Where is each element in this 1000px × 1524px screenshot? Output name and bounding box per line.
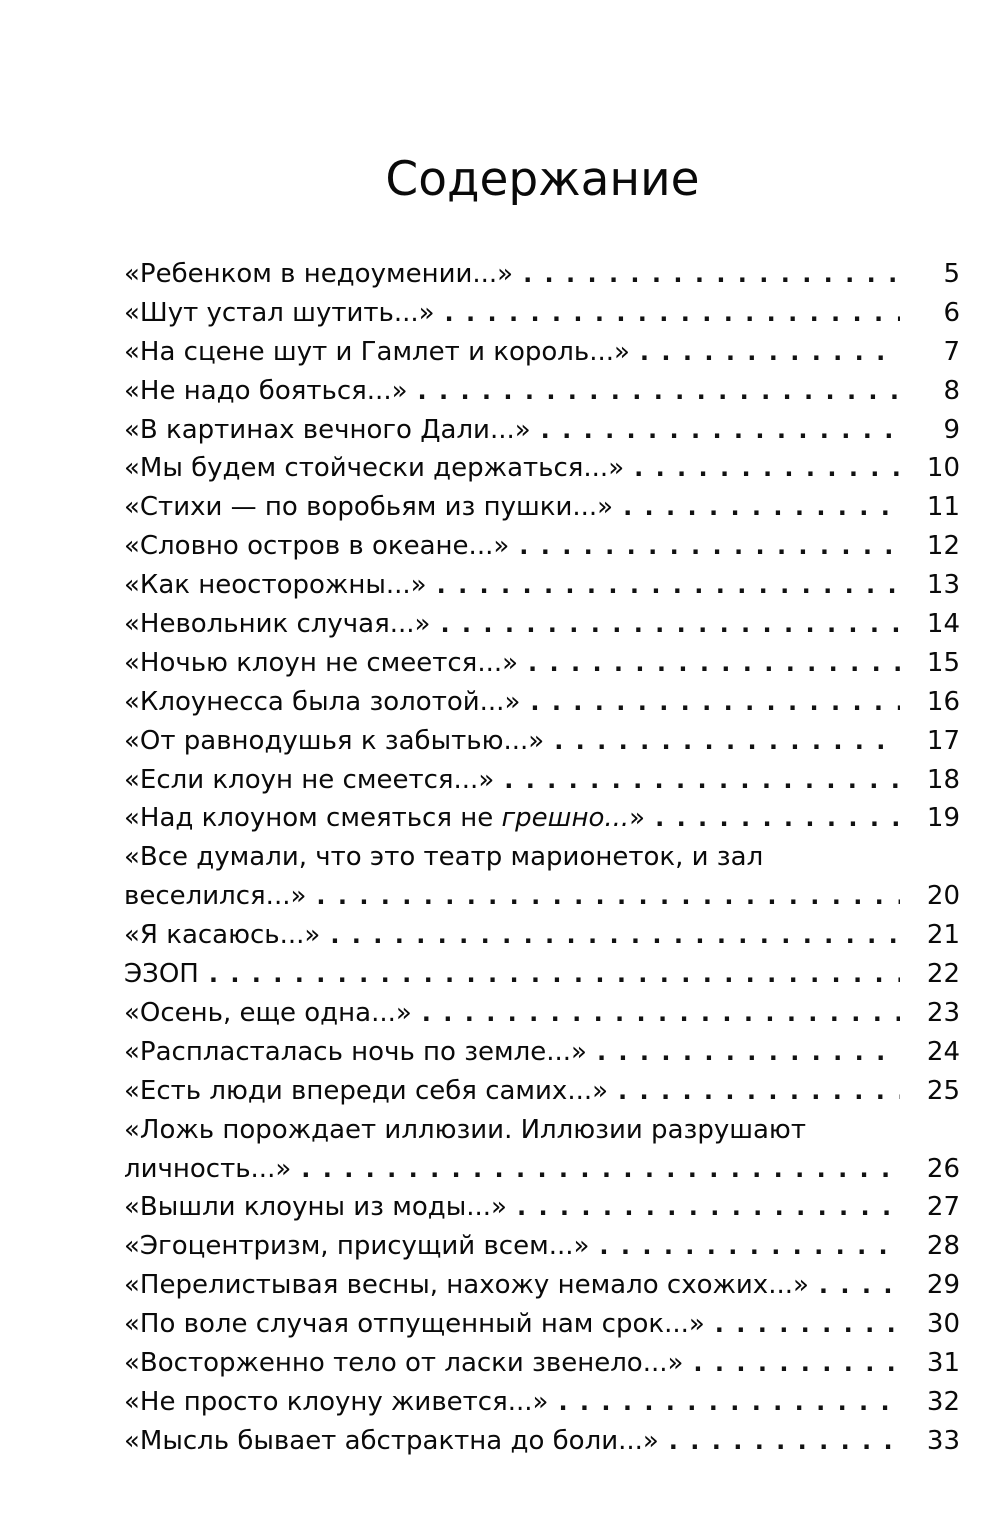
toc-entry	[124, 1266, 960, 1305]
toc-page-number: 6	[943, 297, 960, 328]
dot-leader	[519, 527, 900, 566]
toc-entry	[124, 761, 960, 800]
toc-entry-title	[124, 799, 655, 838]
toc-entry	[124, 1383, 960, 1422]
toc-entry-title: «Вышли клоуны из моды...»	[124, 1192, 507, 1223]
toc-page-number: 11	[926, 492, 960, 523]
table-of-contents	[124, 255, 960, 1461]
toc-entry	[124, 294, 960, 333]
dot-leader	[418, 372, 901, 411]
dot-leader	[558, 1383, 900, 1422]
toc-page-number: 28	[926, 1231, 960, 1262]
dot-leader	[209, 955, 900, 994]
toc-entry-title-italic: грешно...	[501, 803, 630, 834]
toc-entry	[124, 916, 960, 955]
toc-page-number: 24	[926, 1036, 960, 1067]
toc-page-number: 22	[926, 959, 960, 990]
dot-leader	[655, 799, 900, 838]
dot-leader	[437, 566, 900, 605]
toc-page-number: 16	[926, 686, 960, 717]
dot-leader	[669, 1422, 900, 1461]
toc-page-number: 8	[943, 375, 960, 406]
toc-entry-title: «Невольник случая...»	[124, 609, 431, 640]
toc-entry	[124, 1111, 960, 1189]
toc-entry-title: «Не надо бояться...»	[124, 375, 408, 406]
toc-entry	[124, 799, 960, 838]
toc-page-number: 17	[926, 725, 960, 756]
toc-entry-title: «Не просто клоуну живется...»	[124, 1386, 549, 1417]
toc-page-number: 12	[926, 531, 960, 562]
dot-leader	[440, 605, 900, 644]
toc-entry-title: личность...»	[124, 1153, 292, 1184]
toc-page-number: 29	[926, 1270, 960, 1301]
toc-page-number: 25	[926, 1075, 960, 1106]
toc-entry	[124, 1344, 960, 1383]
dot-leader	[530, 683, 900, 722]
toc-page-number: 7	[943, 336, 960, 367]
dot-leader	[445, 294, 900, 333]
toc-entry-title: «Словно остров в океане...»	[124, 531, 510, 562]
toc-entry-title: «От равнодушья к забытью...»	[124, 725, 545, 756]
toc-entry	[124, 722, 960, 761]
toc-entry	[124, 411, 960, 450]
dot-leader	[618, 1072, 900, 1111]
toc-entry-title: «На сцене шут и Гамлет и король...»	[124, 336, 630, 367]
dot-leader	[599, 1227, 900, 1266]
toc-entry	[124, 488, 960, 527]
dot-leader	[693, 1344, 900, 1383]
toc-entry-title: «Осень, еще одна...»	[124, 997, 412, 1028]
toc-entry-title: «Эгоцентризм, присущий всем...»	[124, 1231, 590, 1262]
dot-leader	[330, 916, 900, 955]
toc-entry-title: «Мы будем стойчески держаться...»	[124, 453, 625, 484]
toc-page-number: 30	[926, 1309, 960, 1340]
toc-entry-title: «По воле случая отпущенный нам срок...»	[124, 1309, 705, 1340]
dot-leader	[316, 877, 900, 916]
toc-entry	[124, 1188, 960, 1227]
dot-leader	[422, 994, 900, 1033]
page-title: Содержание	[385, 152, 700, 207]
toc-entry-title: «Шут устал шутить...»	[124, 297, 435, 328]
toc-entry	[124, 1227, 960, 1266]
toc-entry-title: «Есть люди впереди себя самих...»	[124, 1075, 609, 1106]
toc-page-number: 13	[926, 570, 960, 601]
toc-entry-title-prefix: «Над клоуном смеяться не	[124, 803, 502, 834]
toc-entry	[124, 683, 960, 722]
toc-page-number: 33	[926, 1425, 960, 1456]
toc-entry	[124, 605, 960, 644]
toc-page-number: 31	[926, 1347, 960, 1378]
toc-page-number: 21	[926, 920, 960, 951]
toc-entry-title: «Клоунесса была золотой...»	[124, 686, 521, 717]
dot-leader	[523, 255, 900, 294]
toc-entry-title: «Стихи — по воробьям из пушки...»	[124, 492, 614, 523]
toc-page-number: 18	[926, 764, 960, 795]
dot-leader	[634, 449, 900, 488]
toc-entry-title: «Если клоун не смеется...»	[124, 764, 495, 795]
toc-page-number: 15	[926, 647, 960, 678]
toc-entry	[124, 372, 960, 411]
dot-leader	[640, 333, 900, 372]
toc-entry-title: ЭЗОП	[124, 959, 199, 990]
toc-page-number: 20	[926, 881, 960, 912]
toc-entry	[124, 1033, 960, 1072]
toc-page-number: 9	[943, 414, 960, 445]
toc-entry	[124, 1072, 960, 1111]
toc-entry-title-line1: «Ложь порождает иллюзии. Иллюзии разрушают	[124, 1114, 806, 1145]
toc-entry-title-line1: «Все думали, что это театр марионеток, и зал	[124, 842, 764, 873]
toc-entry	[124, 994, 960, 1033]
dot-leader	[554, 722, 900, 761]
toc-entry	[124, 333, 960, 372]
toc-entry	[124, 1422, 960, 1461]
dot-leader	[597, 1033, 900, 1072]
toc-entry	[124, 255, 960, 294]
toc-entry	[124, 955, 960, 994]
dot-leader	[301, 1150, 900, 1189]
toc-entry-title: «Я касаюсь...»	[124, 920, 321, 951]
toc-page-number: 5	[943, 259, 960, 289]
dot-leader	[715, 1305, 900, 1344]
toc-entry-title: «Восторженно тело от ласки звенело...»	[124, 1347, 684, 1378]
toc-page-number: 23	[926, 997, 960, 1028]
toc-entry-title: «В картинах вечного Дали...»	[124, 414, 531, 445]
toc-entry	[124, 644, 960, 683]
toc-entry-title-suffix: »	[629, 803, 646, 834]
toc-entry	[124, 838, 960, 916]
toc-page-number: 19	[926, 803, 960, 834]
toc-page-number: 27	[926, 1192, 960, 1223]
toc-page-number: 26	[926, 1153, 960, 1184]
toc-entry	[124, 449, 960, 488]
toc-entry-title: «Как неосторожны...»	[124, 570, 427, 601]
toc-page-number: 10	[926, 453, 960, 484]
toc-page-number: 14	[926, 609, 960, 640]
dot-leader	[541, 411, 900, 450]
toc-entry	[124, 527, 960, 566]
dot-leader	[504, 761, 900, 800]
dot-leader	[517, 1188, 900, 1227]
toc-page-number: 32	[926, 1386, 960, 1417]
toc-entry-title: «Ребенком в недоумении...»	[124, 259, 514, 289]
toc-entry	[124, 1305, 960, 1344]
dot-leader	[528, 644, 900, 683]
toc-entry-title: «Перелистывая весны, нахожу немало схожих...»	[124, 1270, 809, 1301]
dot-leader	[819, 1266, 900, 1305]
dot-leader	[623, 488, 900, 527]
toc-entry-title: «Распласталась ночь по земле...»	[124, 1036, 587, 1067]
toc-entry-title: веселился...»	[124, 881, 307, 912]
toc-entry-title: «Мысль бывает абстрактна до боли...»	[124, 1425, 659, 1456]
toc-entry	[124, 566, 960, 605]
toc-entry-title: «Ночью клоун не смеется...»	[124, 647, 519, 678]
